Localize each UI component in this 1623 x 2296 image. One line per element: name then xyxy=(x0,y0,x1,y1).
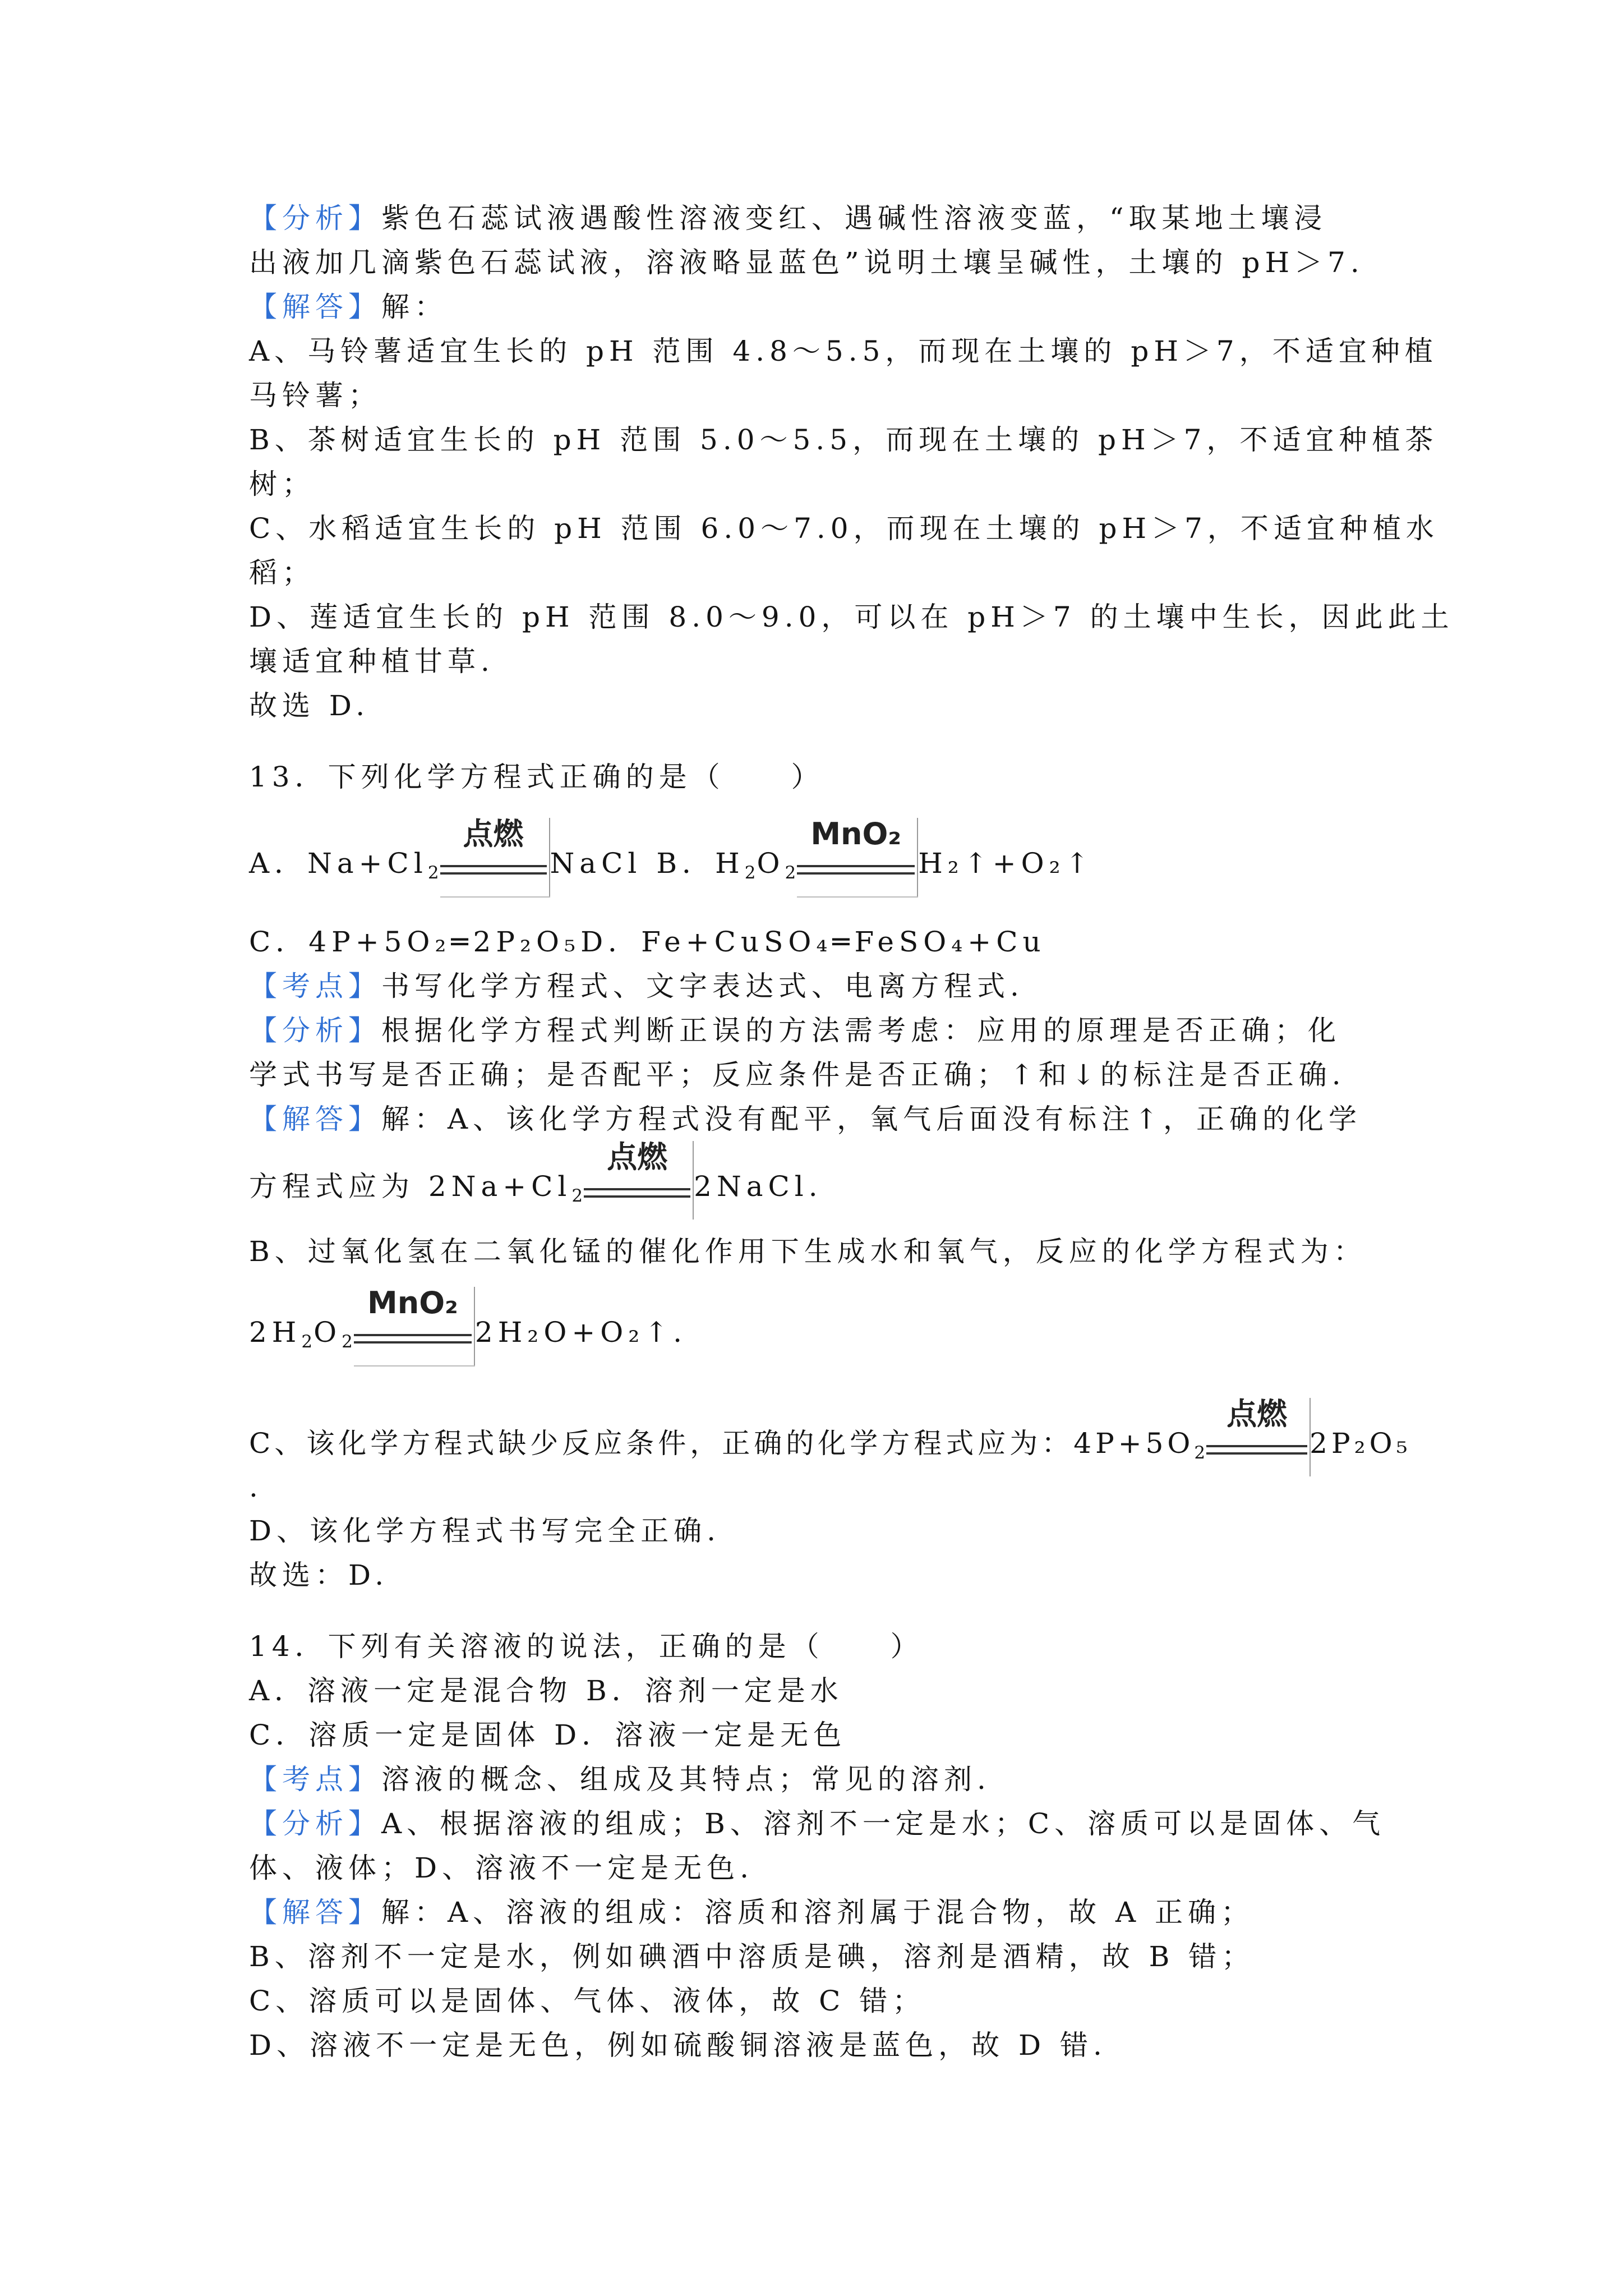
q14-answer-line-1: 【解答】解：A、溶液的组成：溶质和溶剂属于混合物，故 A 正确； xyxy=(249,1896,1255,1929)
q13-answer-b-line: B、过氧化氢在二氧化锰的催化作用下生成水和氧气，反应的化学方程式为： xyxy=(249,1235,1367,1268)
option-c-line-1: C、水稻适宜生长的 pH 范围 6.0～7.0，而现在土壤的 pH＞7，不适宜种植水 xyxy=(249,512,1439,545)
q13-answer-a-equation: 方程式应为 $2Na+Cl_2$ 点燃 2NaCl. xyxy=(249,1165,1393,1208)
q13-conclusion-line: 故选：D. xyxy=(249,1559,389,1591)
option-b-line-2: 树； xyxy=(249,468,315,500)
reaction-arrow: 点燃 xyxy=(584,1165,690,1208)
q14-options-cd: C．溶质一定是固体 D．溶液一定是无色 xyxy=(249,1719,847,1751)
answer-line: 【解答】解： xyxy=(249,291,448,323)
q13-analysis-line-2: 学式书写是否正确；是否配平；反应条件是否正确；↑和↓的标注是否正确. xyxy=(249,1059,1346,1091)
q14-answer-line-3: C、溶质可以是固体、气体、液体，故 C 错； xyxy=(249,1985,926,2017)
option-a-line-2: 马铃薯； xyxy=(249,379,381,412)
reaction-arrow: 点燃 xyxy=(1206,1421,1307,1465)
option-b-line-1: B、茶树适宜生长的 pH 范围 5.0～5.5，而现在土壤的 pH＞7，不适宜种植茶 xyxy=(249,424,1438,456)
analysis-tag: 【分析】 xyxy=(249,1014,381,1047)
q13-analysis-line-1: 【分析】根据化学方程式判断正误的方法需考虑：应用的原理是否正确；化 xyxy=(249,1014,1341,1047)
question-14-title: 14．下列有关溶液的说法，正确的是（ ） xyxy=(249,1630,924,1663)
point-tag: 【考点】 xyxy=(249,970,381,1002)
q13-answer-line-1: 【解答】解：A、该化学方程式没有配平，氧气后面没有标注↑，正确的化学 xyxy=(249,1103,1362,1135)
point-tag: 【考点】 xyxy=(249,1763,381,1796)
q13-options-cd: C．4P+5O₂═2P₂O₅D．Fe+CuSO₄═FeSO₄+Cu xyxy=(249,926,1046,958)
conclusion-line: 故选 D. xyxy=(249,689,370,722)
reaction-arrow: MnO₂ xyxy=(797,841,915,885)
reaction-arrow: 点燃 xyxy=(440,841,547,885)
answer-tag: 【解答】 xyxy=(249,1103,381,1135)
q13-options-ab: A．$Na+Cl_2$ 点燃 NaCl B．$H_2O_2$ MnO₂ H₂↑+O₂↑ xyxy=(249,841,1393,885)
analysis-line-1: 【分析】紫色石蕊试液遇酸性溶液变红、遇碱性溶液变蓝，“取某地土壤浸 xyxy=(249,202,1327,234)
q13-answer-d-line: D、该化学方程式书写完全正确. xyxy=(249,1515,721,1547)
q13-answer-b-equation: $2H_2O_2$ MnO₂ 2H₂O+O₂↑. xyxy=(249,1310,1393,1354)
answer-tag: 【解答】 xyxy=(249,1896,381,1929)
q13-answer-c-equation: C、该化学方程式缺少反应条件，正确的化学方程式应为：$4P+5O_2$ 点燃 2P₂O₅ xyxy=(249,1421,1393,1465)
question-13-title: 13．下列化学方程式正确的是（ ） xyxy=(249,761,824,793)
q14-analysis-line-1: 【分析】A、根据溶液的组成；B、溶剂不一定是水；C、溶质可以是固体、气 xyxy=(249,1807,1386,1840)
analysis-line-2: 出液加几滴紫色石蕊试液，溶液略显蓝色”说明土壤呈碱性，土壤的 pH＞7. xyxy=(249,246,1364,279)
q14-point-line: 【考点】溶液的概念、组成及其特点；常见的溶剂. xyxy=(249,1763,991,1796)
q14-options-ab: A．溶液一定是混合物 B．溶剂一定是水 xyxy=(249,1674,843,1707)
q13-answer-c-period: . xyxy=(249,1471,263,1503)
q14-analysis-line-2: 体、液体；D、溶液不一定是无色. xyxy=(249,1852,754,1884)
option-c-line-2: 稻； xyxy=(249,556,315,589)
option-d-line-2: 壤适宜种植甘草. xyxy=(249,645,495,678)
answer-tag: 【解答】 xyxy=(249,291,381,323)
option-d-line-1: D、莲适宜生长的 pH 范围 8.0～9.0，可以在 pH＞7 的土壤中生长，因此此土 xyxy=(249,601,1454,633)
analysis-tag: 【分析】 xyxy=(249,202,381,234)
q14-answer-line-2: B、溶剂不一定是水，例如碘酒中溶质是碘，溶剂是酒精，故 B 错； xyxy=(249,1940,1255,1973)
option-a-line-1: A、马铃薯适宜生长的 pH 范围 4.8～5.5，而现在土壤的 pH＞7，不适宜种植 xyxy=(249,335,1438,367)
reaction-arrow: MnO₂ xyxy=(354,1310,472,1354)
q13-point-line: 【考点】书写化学方程式、文字表达式、电离方程式. xyxy=(249,970,1024,1002)
analysis-tag: 【分析】 xyxy=(249,1807,381,1840)
q14-answer-line-4: D、溶液不一定是无色，例如硫酸铜溶液是蓝色，故 D 错. xyxy=(249,2029,1107,2062)
